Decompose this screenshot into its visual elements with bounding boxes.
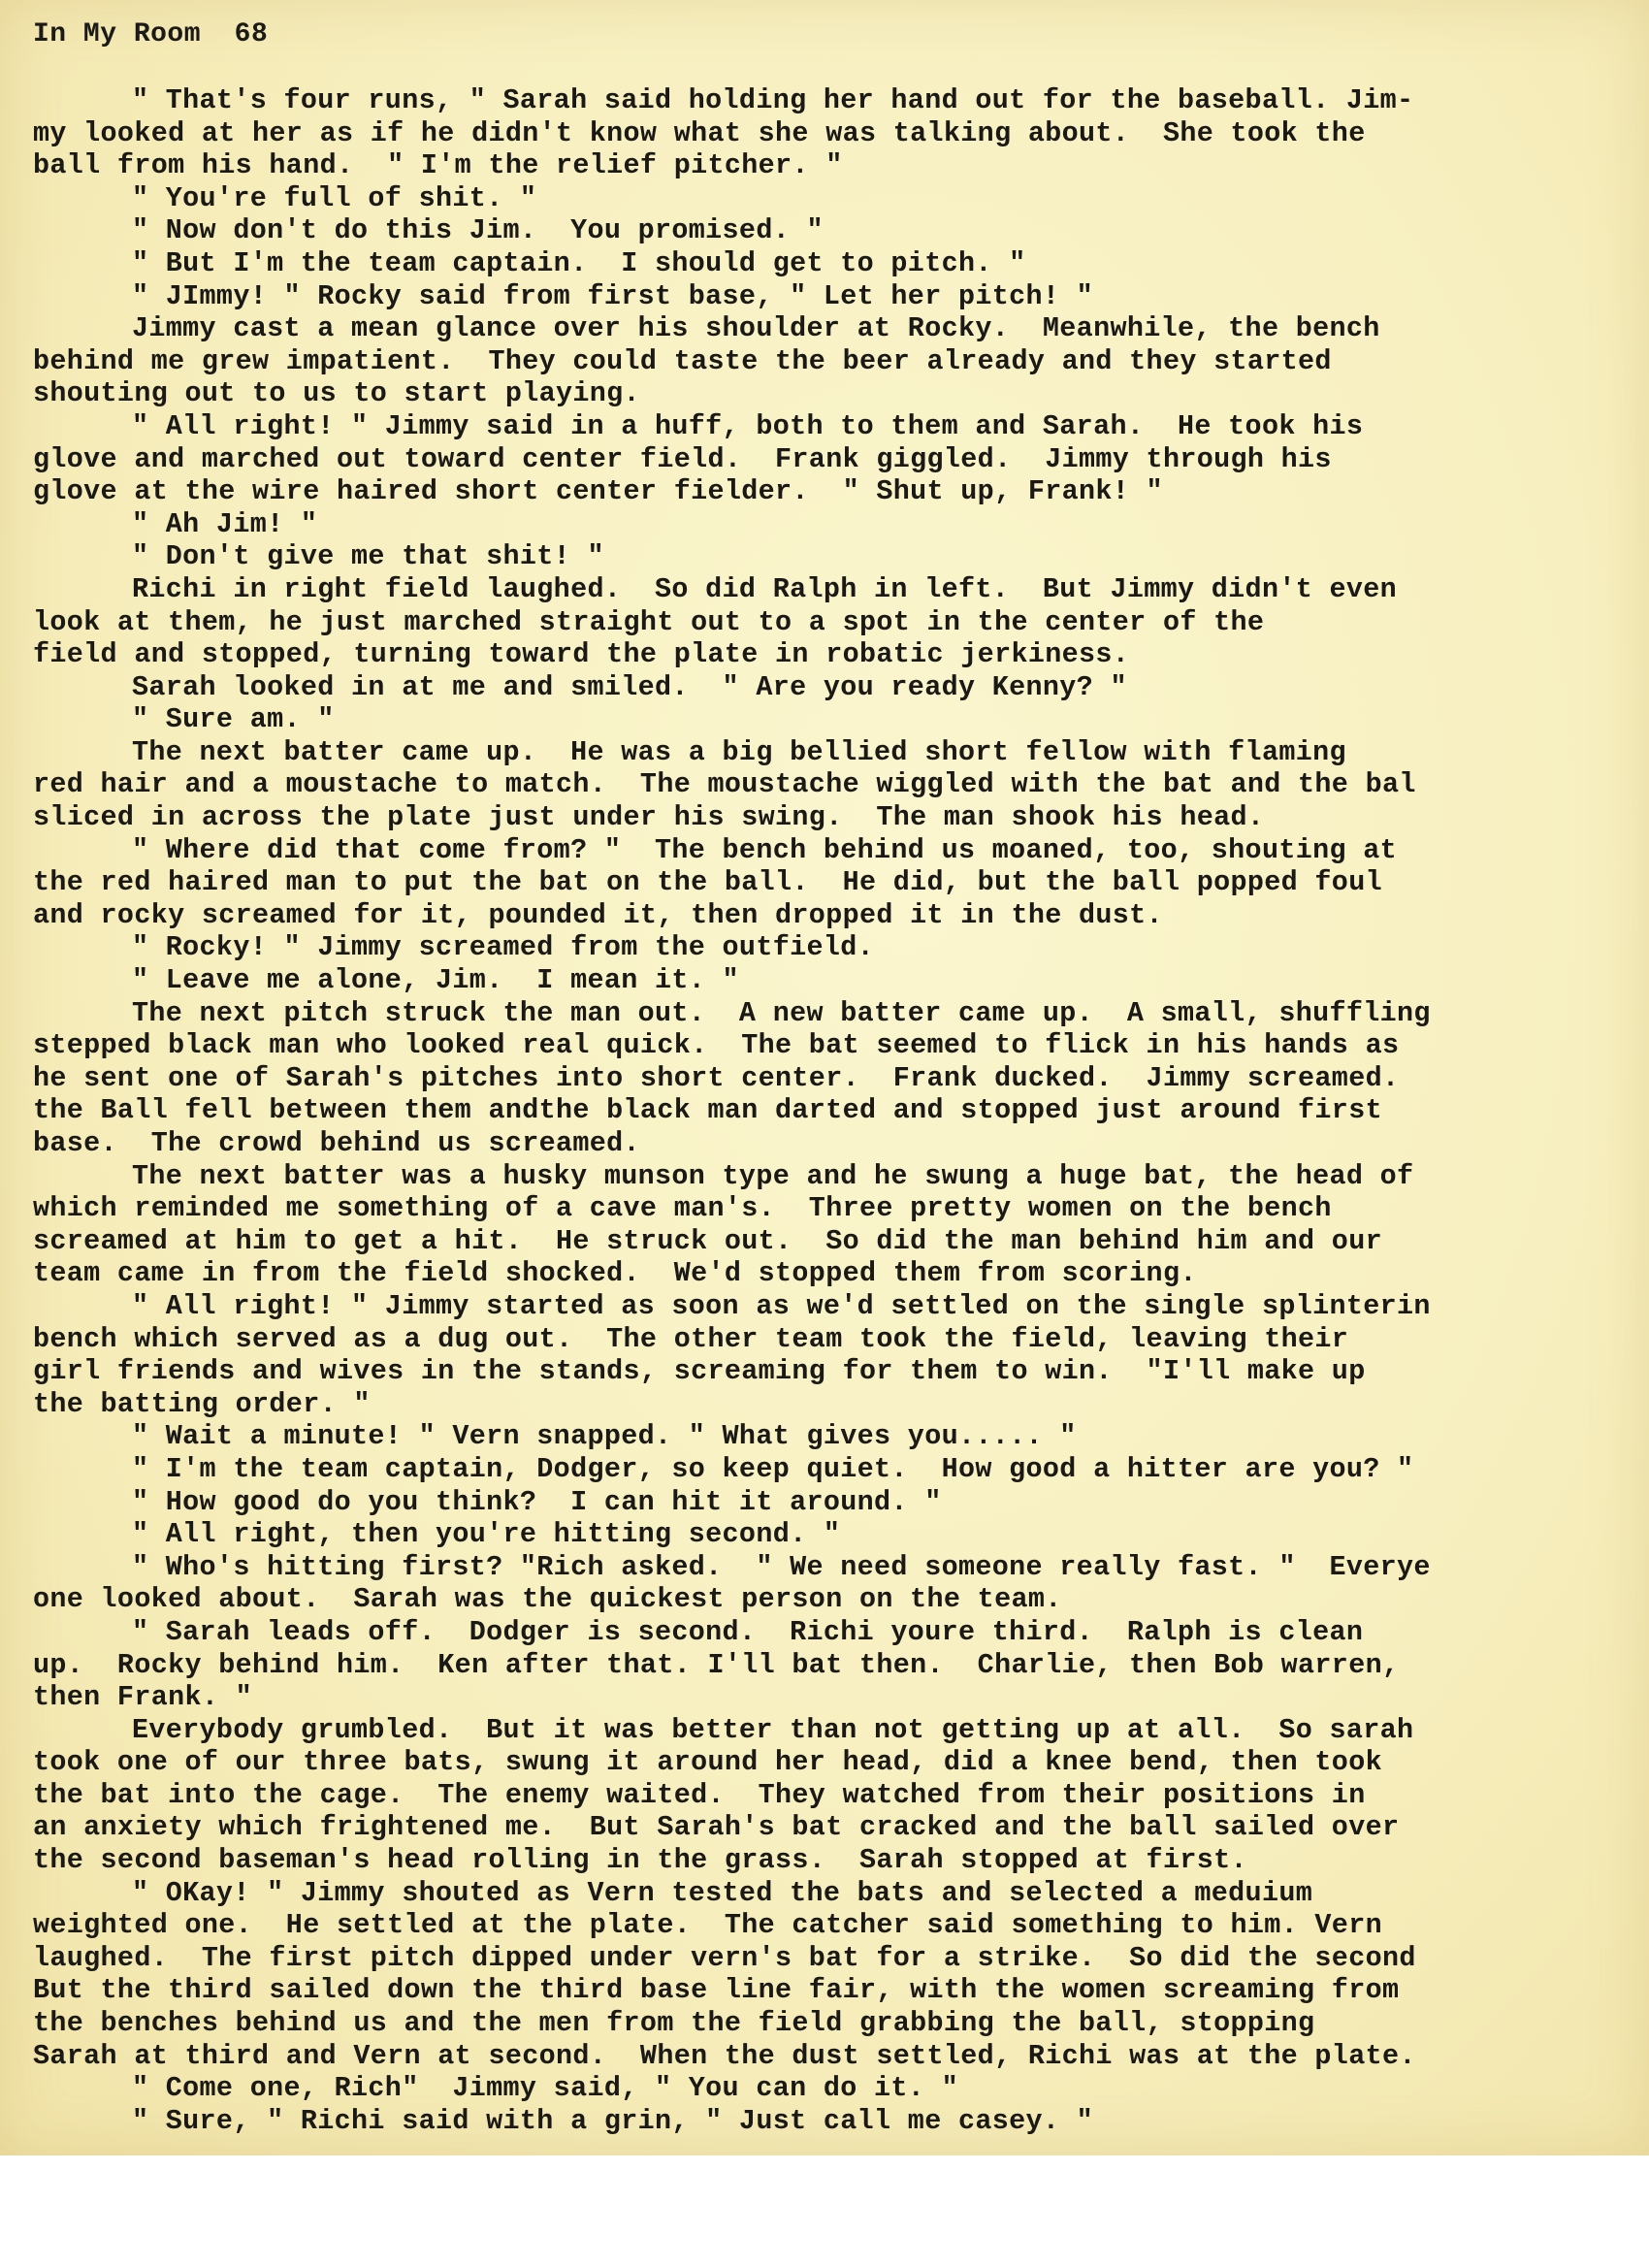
text-line: " JImmy! " Rocky said from first base, " Let her pitch! ": [132, 279, 1094, 312]
manuscript-body: [33, 84, 1643, 2137]
text-line: the benches behind us and the men from the field grabbing the ball, stopping: [33, 2007, 1315, 2040]
text-line: stepped black man who looked real quick. The bat seemed to flick in his hands as: [33, 1029, 1400, 1062]
text-line: Jimmy cast a mean glance over his shoulder at Rocky. Meanwhile, the bench: [132, 312, 1380, 345]
text-line: The next batter was a husky munson type and he swung a huge bat, the head of: [132, 1159, 1414, 1192]
text-line: which reminded me something of a cave man's. Three pretty women on the bench: [33, 1192, 1332, 1225]
text-line: sliced in across the plate just under his swing. The man shook his head.: [33, 801, 1265, 834]
text-line: glove at the wire haired short center fielder. " Shut up, Frank! ": [33, 475, 1163, 508]
text-line: " How good do you think? I can hit it around. ": [132, 1485, 942, 1518]
text-line: an anxiety which frightened me. But Sarah's bat cracked and the ball sailed over: [33, 1811, 1400, 1844]
text-line: " Come one, Rich" Jimmy said, " You can do it. ": [132, 2072, 958, 2105]
text-line: laughed. The first pitch dipped under vern's bat for a strike. So did the second: [33, 1941, 1416, 1974]
text-line: the batting order. ": [33, 1387, 371, 1420]
text-line: behind me grew impatient. They could taste the beer already and they started: [33, 344, 1332, 377]
text-line: " You're full of shit. ": [132, 181, 537, 214]
text-line: base. The crowd behind us screamed.: [33, 1127, 640, 1159]
text-line: " Ah Jim! ": [132, 507, 318, 540]
text-line: " All right, then you're hitting second. ": [132, 1518, 841, 1551]
text-line: and rocky screamed for it, pounded it, then dropped it in the dust.: [33, 898, 1163, 931]
text-line: red hair and a moustache to match. The moustache wiggled with the bat and the bal: [33, 768, 1416, 801]
text-line: the red haired man to put the bat on the ball. He did, but the ball popped foul: [33, 866, 1382, 899]
text-line: " OKay! " Jimmy shouted as Vern tested the bats and selected a meduium: [132, 1876, 1313, 1909]
text-line: look at them, he just marched straight out to a spot in the center of the: [33, 605, 1265, 638]
text-line: " Sure am. ": [132, 703, 335, 736]
text-line: The next pitch struck the man out. A new batter came up. A small, shuffling: [132, 996, 1431, 1029]
text-line: girl friends and wives in the stands, screaming for them to win. "I'll make up: [33, 1355, 1366, 1388]
text-line: took one of our three bats, swung it around her head, did a knee bend, then took: [33, 1746, 1382, 1779]
text-line: " Sure, " Richi said with a grin, " Just call me casey. ": [132, 2104, 1094, 2137]
text-line: Richi in right field laughed. So did Ralph in left. But Jimmy didn't even: [132, 572, 1398, 605]
text-line: the second baseman's head rolling in the grass. Sarah stopped at first.: [33, 1844, 1247, 1877]
text-line: " Now don't do this Jim. You promised. ": [132, 214, 824, 247]
text-line: he sent one of Sarah's pitches into short center. Frank ducked. Jimmy screamed.: [33, 1061, 1400, 1094]
text-line: my looked at her as if he didn't know what she was talking about. She took the: [33, 116, 1366, 149]
text-line: ball from his hand. " I'm the relief pitcher. ": [33, 149, 843, 182]
text-line: The next batter came up. He was a big bellied short fellow with flaming: [132, 735, 1346, 768]
text-line: " Wait a minute! " Vern snapped. " What gives you..... ": [132, 1420, 1077, 1453]
text-line: " Where did that come from? " The bench behind us moaned, too, shouting at: [132, 833, 1398, 866]
text-line: " I'm the team captain, Dodger, so keep quiet. How good a hitter are you? ": [132, 1452, 1414, 1485]
page-number: 68: [234, 19, 269, 49]
text-line: " But I'm the team captain. I should get to pitch. ": [132, 246, 1026, 279]
text-line: " Rocky! " Jimmy screamed from the outfield.: [132, 931, 875, 964]
text-line: shouting out to us to start playing.: [33, 377, 640, 410]
text-line: " That's four runs, " Sarah said holding her hand out for the baseball. Jim-: [132, 84, 1414, 116]
text-line: one looked about. Sarah was the quickest person on the team.: [33, 1583, 1062, 1616]
text-line: " Don't give me that shit! ": [132, 540, 604, 573]
text-line: field and stopped, turning toward the plate in robatic jerkiness.: [33, 638, 1130, 671]
text-line: glove and marched out toward center field. Frank giggled. Jimmy through his: [33, 442, 1332, 475]
text-line: Everybody grumbled. But it was better than not getting up at all. So sarah: [132, 1713, 1414, 1746]
text-line: Sarah at third and Vern at second. When the dust settled, Richi was at the plate.: [33, 2039, 1416, 2072]
text-line: the Ball fell between them andthe black man darted and stopped just around first: [33, 1094, 1382, 1127]
text-line: bench which served as a dug out. The other team took the field, leaving their: [33, 1322, 1349, 1355]
text-line: weighted one. He settled at the plate. The catcher said something to him. Vern: [33, 1909, 1382, 1942]
text-line: Sarah looked in at me and smiled. " Are you ready Kenny? ": [132, 670, 1127, 703]
text-line: " Sarah leads off. Dodger is second. Richi youre third. Ralph is clean: [132, 1615, 1364, 1648]
text-line: up. Rocky behind him. Ken after that. I'll bat then. Charlie, then Bob warren,: [33, 1648, 1400, 1681]
scan-bottom-margin: [0, 2155, 1649, 2268]
text-line: team came in from the field shocked. We'd stopped them from scoring.: [33, 1257, 1197, 1290]
page-title: In My Room: [33, 19, 202, 49]
text-line: screamed at him to get a hit. He struck out. So did the man behind him and our: [33, 1224, 1382, 1257]
text-line: " Who's hitting first? "Rich asked. " We need someone really fast. " Everye: [132, 1550, 1431, 1583]
text-line: But the third sailed down the third base line fair, with the women screaming from: [33, 1974, 1400, 2007]
text-line: " Leave me alone, Jim. I mean it. ": [132, 964, 739, 997]
text-line: then Frank. ": [33, 1681, 253, 1714]
text-line: " All right! " Jimmy said in a huff, both to them and Sarah. He took his: [132, 409, 1364, 442]
text-line: the bat into the cage. The enemy waited. They watched from their positions in: [33, 1778, 1366, 1811]
page-header: [33, 19, 268, 49]
text-line: " All right! " Jimmy started as soon as we'd settled on the single splinterin: [132, 1289, 1431, 1322]
